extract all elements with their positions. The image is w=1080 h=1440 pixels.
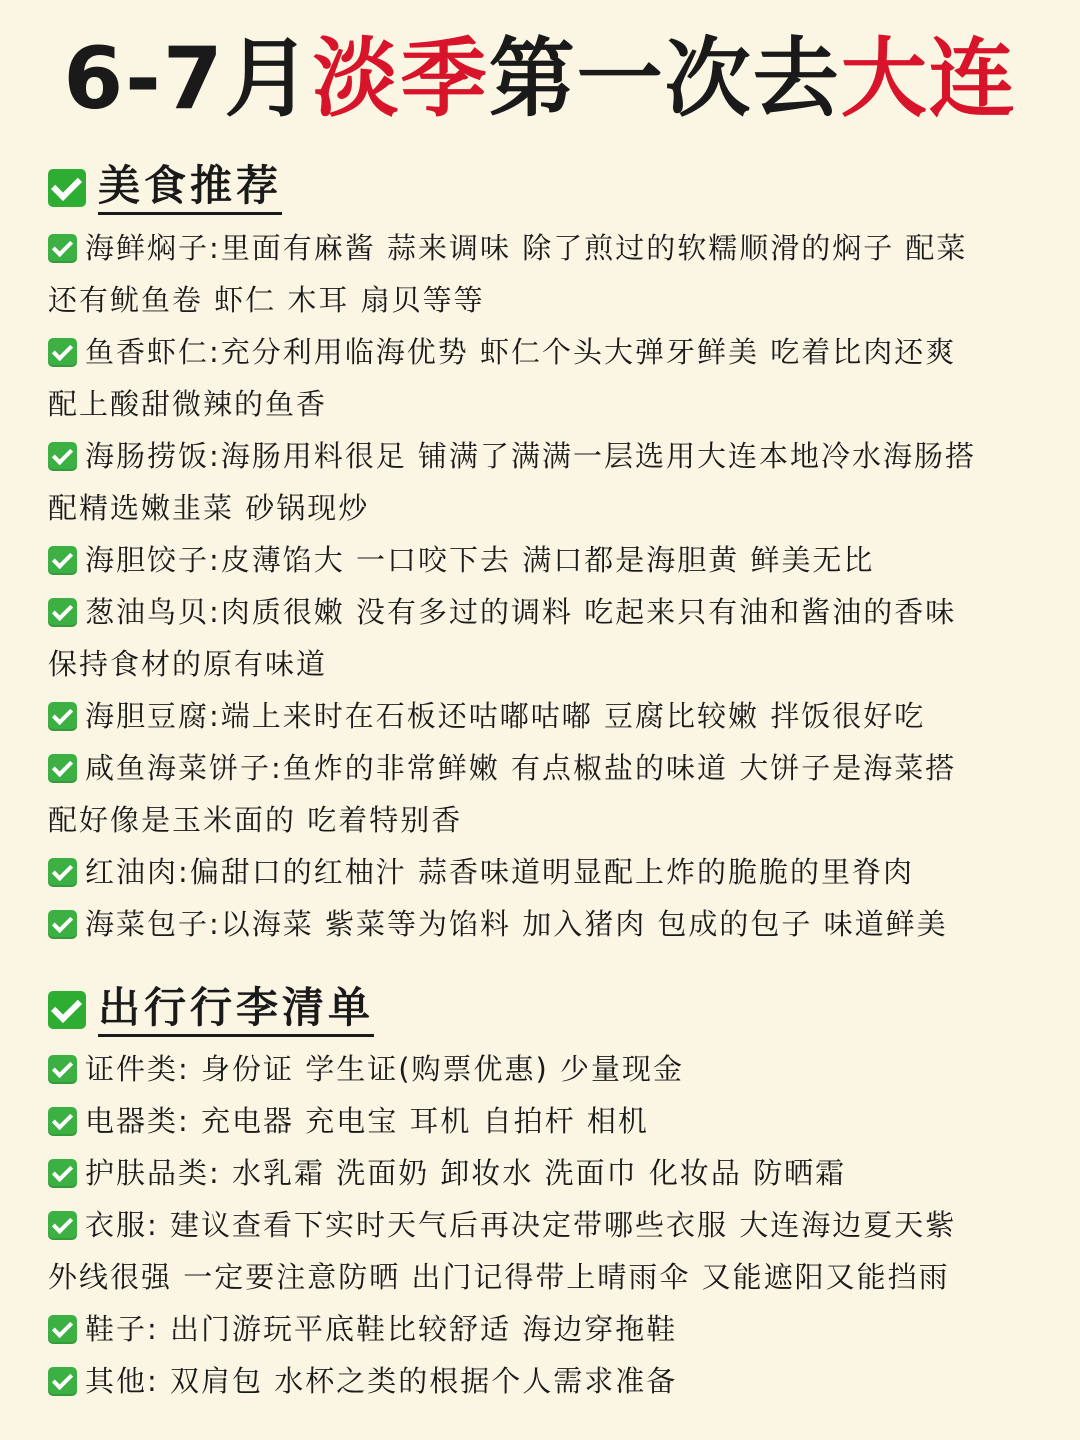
- check-mark-icon: [48, 546, 77, 575]
- food-line-text: 还有鱿鱼卷 虾仁 木耳 扇贝等等: [48, 283, 485, 317]
- page-title: [0, 24, 1080, 134]
- food-line-text: 保持食材的原有味道: [48, 647, 328, 681]
- packing-list-line: [48, 1355, 1058, 1407]
- food-list-line: [48, 326, 1058, 378]
- check-mark-icon: [48, 1055, 77, 1084]
- food-list-line: [48, 430, 1058, 482]
- food-list-line: [48, 846, 1058, 898]
- packing-section-title: 出行行李清单: [98, 982, 374, 1037]
- check-mark-icon: [48, 1159, 77, 1188]
- packing-list: [48, 1043, 1058, 1407]
- check-mark-icon: [48, 338, 77, 367]
- packing-list-line: [48, 1147, 1058, 1199]
- food-line-text: 红油肉:偏甜口的红柚汁 蒜香味道明显配上炸的脆脆的里脊肉: [85, 855, 914, 889]
- food-list-line: [48, 482, 1058, 534]
- check-mark-icon: [48, 702, 77, 731]
- food-list: [48, 222, 1058, 950]
- food-list-line: [48, 586, 1058, 638]
- food-section-title: 美食推荐: [98, 160, 282, 215]
- check-mark-icon: [48, 169, 86, 207]
- check-mark-icon: [48, 754, 77, 783]
- food-line-text: 海肠捞饭:海肠用料很足 铺满了满满一层选用大连本地冷水海肠搭: [85, 439, 976, 473]
- packing-line-text: 证件类: 身份证 学生证(购票优惠) 少量现金: [85, 1052, 685, 1086]
- title-part-1: 6-7月: [63, 29, 313, 129]
- check-mark-icon: [48, 598, 77, 627]
- title-part-2: 淡季: [312, 29, 489, 129]
- food-line-text: 海胆饺子:皮薄馅大 一口咬下去 满口都是海胆黄 鲜美无比: [85, 543, 875, 577]
- check-mark-icon: [48, 858, 77, 887]
- food-list-line: [48, 534, 1058, 586]
- food-list-line: [48, 794, 1058, 846]
- food-list-line: [48, 742, 1058, 794]
- packing-line-text: 外线很强 一定要注意防晒 出门记得带上晴雨伞 又能遮阳又能挡雨: [48, 1260, 950, 1294]
- check-mark-icon: [48, 234, 77, 263]
- check-mark-icon: [48, 991, 86, 1029]
- food-list-line: [48, 222, 1058, 274]
- check-mark-icon: [48, 1367, 77, 1396]
- check-mark-icon: [48, 442, 77, 471]
- food-line-text: 配好像是玉米面的 吃着特别香: [48, 803, 463, 837]
- packing-line-text: 其他: 双肩包 水杯之类的根据个人需求准备: [85, 1364, 678, 1398]
- food-list-line: [48, 378, 1058, 430]
- check-mark-icon: [48, 1315, 77, 1344]
- food-list-line: [48, 274, 1058, 326]
- food-list-line: [48, 638, 1058, 690]
- title-part-4: 大连: [840, 29, 1017, 129]
- food-line-text: 鱼香虾仁:充分利用临海优势 虾仁个头大弹牙鲜美 吃着比肉还爽: [85, 335, 957, 369]
- packing-line-text: 电器类: 充电器 充电宝 耳机 自拍杆 相机: [85, 1104, 649, 1138]
- check-mark-icon: [48, 910, 77, 939]
- packing-list-line: [48, 1199, 1058, 1251]
- check-mark-icon: [48, 1107, 77, 1136]
- check-mark-icon: [48, 1211, 77, 1240]
- food-list-line: [48, 898, 1058, 950]
- packing-line-text: 衣服: 建议查看下实时天气后再决定带哪些衣服 大连海边夏天紫: [85, 1208, 957, 1242]
- packing-list-line: [48, 1095, 1058, 1147]
- food-line-text: 配上酸甜微辣的鱼香: [48, 387, 328, 421]
- packing-section-header: [48, 982, 374, 1037]
- packing-list-line: [48, 1251, 1058, 1303]
- packing-line-text: 护肤品类: 水乳霜 洗面奶 卸妆水 洗面巾 化妆品 防晒霜: [85, 1156, 847, 1190]
- food-line-text: 配精选嫩韭菜 砂锅现炒: [48, 491, 370, 525]
- packing-list-line: [48, 1043, 1058, 1095]
- food-line-text: 葱油鸟贝:肉质很嫩 没有多过的调料 吃起来只有油和酱油的香味: [85, 595, 957, 629]
- packing-line-text: 鞋子: 出门游玩平底鞋比较舒适 海边穿拖鞋: [85, 1312, 678, 1346]
- food-line-text: 海胆豆腐:端上来时在石板还咕嘟咕嘟 豆腐比较嫩 拌饭很好吃: [85, 699, 926, 733]
- food-line-text: 海鲜焖子:里面有麻酱 蒜来调味 除了煎过的软糯顺滑的焖子 配菜: [85, 231, 968, 265]
- food-list-line: [48, 690, 1058, 742]
- food-section-header: [48, 160, 282, 215]
- food-line-text: 咸鱼海菜饼子:鱼炸的非常鲜嫩 有点椒盐的味道 大饼子是海菜搭: [85, 751, 957, 785]
- packing-list-line: [48, 1303, 1058, 1355]
- title-part-3: 第一次去: [488, 29, 841, 129]
- food-line-text: 海菜包子:以海菜 紫菜等为馅料 加入猪肉 包成的包子 味道鲜美: [85, 907, 948, 941]
